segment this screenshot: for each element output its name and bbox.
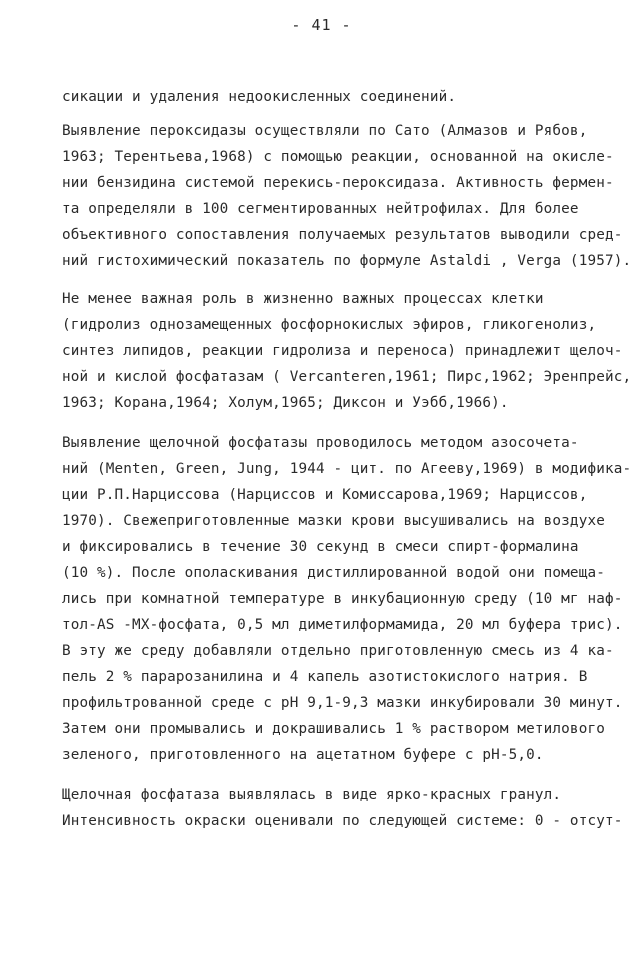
text-line: зеленого, приготовленного на ацетатном буфере с рН-5,0. — [62, 747, 544, 763]
text-line: ной и кислой фосфатазам ( Vercanteren,1961; Пирс,1962; Эренпрейс, — [62, 369, 632, 385]
text-line: ний гистохимический показатель по формуле Astaldi , Verga (1957). — [62, 253, 632, 269]
text-line: 1970). Свежеприготовленные мазки крови высушивались на воздухе — [62, 513, 605, 529]
text-line: 1963; Корана,1964; Холум,1965; Диксон и Уэбб,1966). — [62, 395, 509, 411]
text-line: тол-AS -MX-фосфата, 0,5 мл диметилформамида, 20 мл буфера трис). — [62, 617, 623, 633]
text-line: Щелочная фосфатаза выявлялась в виде ярко-красных гранул. — [62, 787, 562, 803]
page-number: - 41 - — [291, 16, 352, 34]
text-line: (гидролиз однозамещенных фосфорнокислых эфиров, гликогенолиз, — [62, 317, 597, 333]
text-line: Интенсивность окраски оценивали по следующей системе: 0 - отсут- — [62, 813, 623, 829]
text-line: Не менее важная роль в жизненно важных процессах клетки — [62, 291, 544, 307]
text-line: ний (Menten, Green, Jung, 1944 - цит. по Агееву,1969) в модифика- — [62, 461, 632, 477]
text-line: лись при комнатной температуре в инкубационную среду (10 мг наф- — [62, 591, 623, 607]
text-line: нии бензидина системой перекись-пероксидаза. Активность фермен- — [62, 175, 614, 191]
text-line: и фиксировались в течение 30 секунд в смеси спирт-формалина — [62, 539, 579, 555]
text-line: та определяли в 100 сегментированных нейтрофилах. Для более — [62, 201, 579, 217]
text-line: профильтрованной среде с рН 9,1-9,3 мазки инкубировали 30 минут. — [62, 695, 623, 711]
text-line: объективного сопоставления получаемых результатов выводили сред- — [62, 227, 623, 243]
text-line: синтез липидов, реакции гидролиза и переноса) принадлежит щелоч- — [62, 343, 623, 359]
text-line: Затем они промывались и докрашивались 1 % раствором метилового — [62, 721, 605, 737]
text-line: Выявление пероксидазы осуществляли по Сато (Алмазов и Рябов, — [62, 123, 588, 139]
text-line: ции Р.П.Нарциссова (Нарциссов и Комиссарова,1969; Нарциссов, — [62, 487, 588, 503]
text-line: пель 2 % парарозанилина и 4 капель азотистокислого натрия. В — [62, 669, 588, 685]
text-line: В эту же среду добавляли отдельно приготовленную смесь из 4 ка- — [62, 643, 614, 659]
text-line: Выявление щелочной фосфатазы проводилось методом азосочета- — [62, 435, 579, 451]
text-line: 1963; Терентьева,1968) с помощью реакции, основанной на окисле- — [62, 149, 614, 165]
text-line: сикации и удаления недоокисленных соединений. — [62, 89, 457, 105]
text-line: (10 %). После ополаскивания дистиллированной водой они помеща- — [62, 565, 605, 581]
